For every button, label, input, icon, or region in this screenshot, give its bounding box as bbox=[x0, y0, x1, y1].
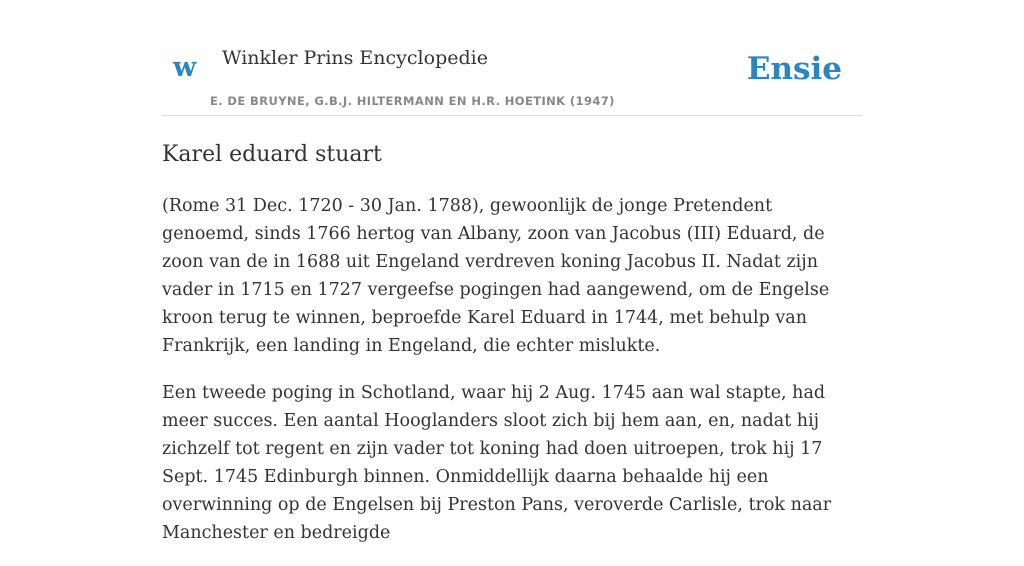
book-title[interactable]: Winkler Prins Encyclopedie bbox=[222, 47, 488, 69]
article-paragraph: (Rome 31 Dec. 1720 - 30 Jan. 1788), gewoonlijk de jonge Pretendent genoemd, sinds 1766 hertog van Albany, zoon van Jacobus (III) Eduard, de zoon van de in 1688 uit Engeland verdreven koning Jacobus II. Nadat zijn vader in 1715 en 1727 vergeefse pogingen had aangewend, om de Engelse kroon terug te winnen, beproefde Karel Eduard in 1744, met behulp van Frankrijk, een landing in Engeland, die echter mislukte. bbox=[162, 196, 830, 356]
winkler-prins-logo[interactable]: w bbox=[173, 52, 197, 83]
article-body bbox=[162, 192, 862, 566]
header bbox=[162, 0, 862, 116]
page bbox=[162, 0, 862, 543]
article-paragraph: Een tweede poging in Schotland, waar hij 2 Aug. 1745 aan wal stapte, had meer succes. Een aantal Hooglanders sloot zich bij hem aan, en, nadat hij zichzelf tot regent en zijn vader tot koning had doen uitroepen, trok hij 17 Sept. 1745 Edinburgh binnen. Onmiddellijk daarna behaalde hij een overwinning op de Engelsen bij Preston Pans, veroverde Carlisle, trok naar Manchester en bedreigde bbox=[162, 383, 832, 543]
book-authors: E. DE BRUYNE, G.B.J. HILTERMANN EN H.R. HOETINK (1947) bbox=[210, 94, 615, 108]
ensie-logo[interactable]: Ensie bbox=[746, 51, 842, 87]
article-title: Karel eduard stuart bbox=[162, 142, 382, 167]
